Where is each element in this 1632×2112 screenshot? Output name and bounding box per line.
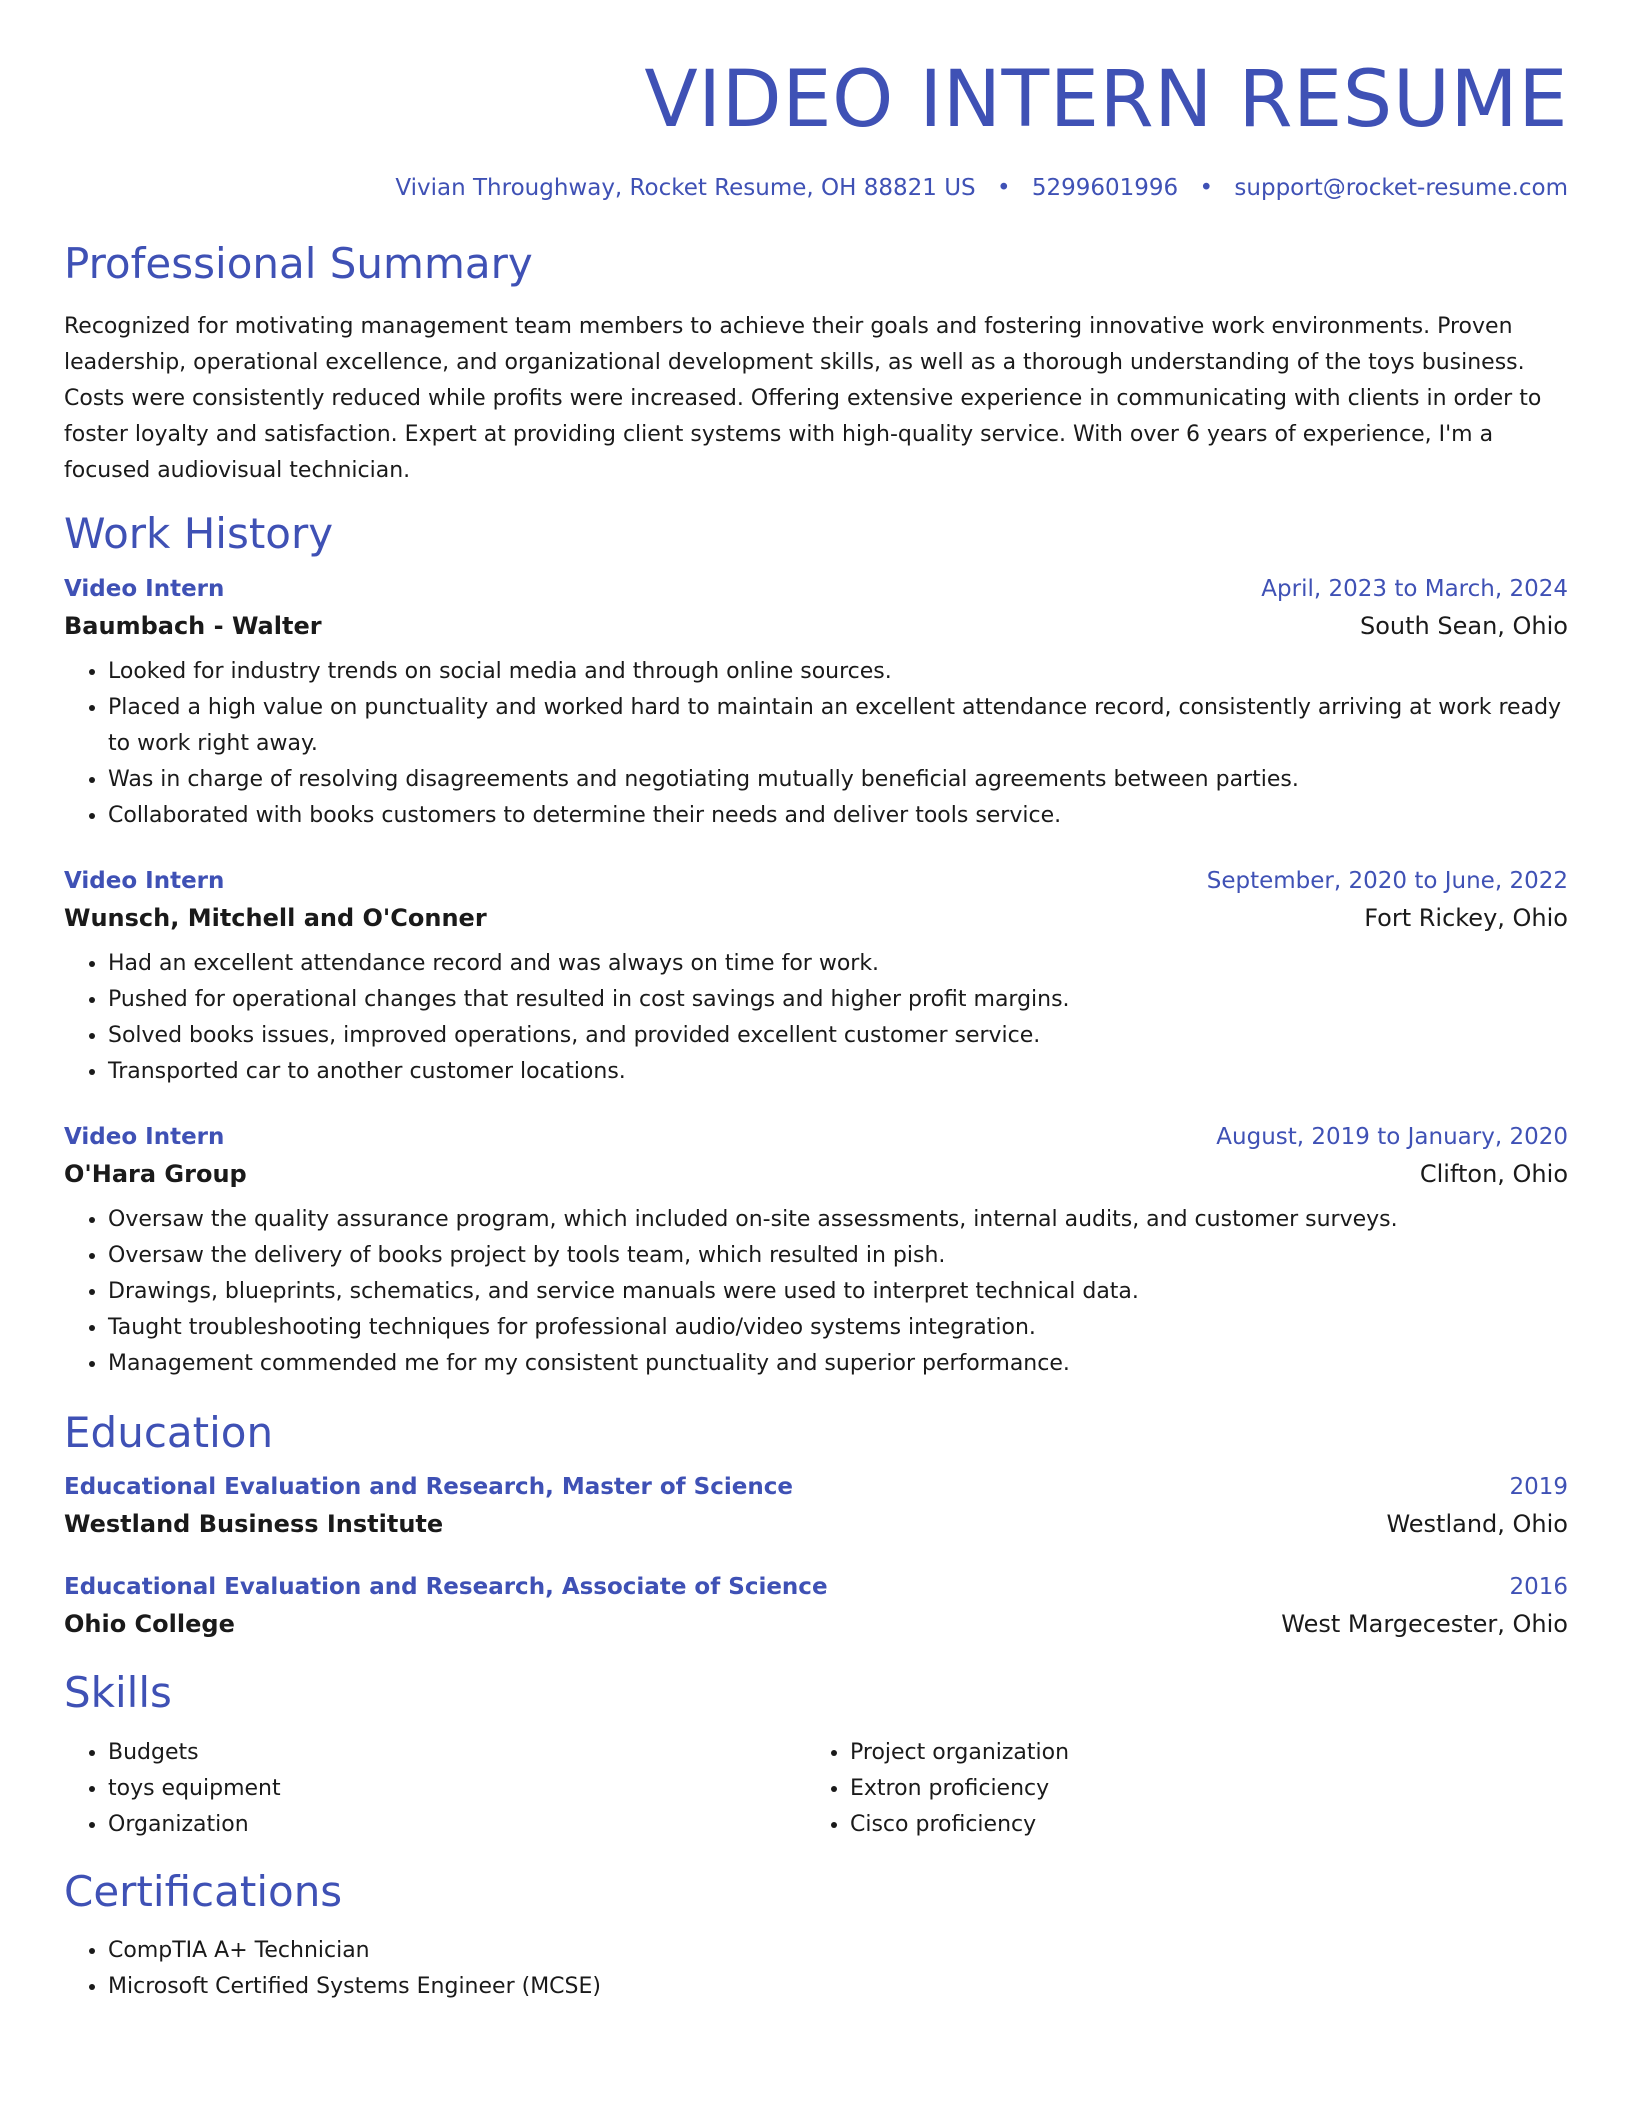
list-item: • Microsoft Certified Systems Engineer (MCSE) [108, 1969, 1568, 2005]
job-company-row [64, 612, 1568, 640]
list-item: • Organization [108, 1807, 806, 1843]
contact-line [64, 175, 1568, 201]
job-title: Video Intern [64, 1123, 225, 1150]
education-school: Westland Business Institute [64, 1510, 444, 1539]
job-title: Video Intern [64, 575, 225, 602]
list-item: • CompTIA A+ Technician [108, 1933, 1568, 1969]
section-heading-skills: Skills [64, 1668, 172, 1718]
education-degree: Educational Evaluation and Research, Master of Science [64, 1474, 793, 1501]
education-year: 2016 [1509, 1574, 1568, 1601]
skills-columns [64, 1735, 1568, 1843]
list-item: • Was in charge of resolving disagreements and negotiating mutually beneficial agreements between parties. [108, 762, 1568, 798]
job-title-row [64, 868, 1568, 894]
job-entry [64, 576, 1568, 834]
certifications-list [64, 1933, 1568, 2005]
list-item: • Oversaw the quality assurance program, which included on-site assessments, internal audits, and customer surveys. [108, 1202, 1568, 1238]
education-entry [64, 1474, 1568, 1538]
job-company: O'Hara Group [64, 1159, 247, 1188]
education-year: 2019 [1509, 1474, 1568, 1501]
list-item: • Extron proficiency [850, 1771, 1548, 1807]
job-title-row [64, 576, 1568, 602]
education-school-row [64, 1510, 1568, 1538]
skills-list-right [806, 1735, 1548, 1843]
education-location: West Margecester, Ohio [1281, 1610, 1568, 1639]
job-entry [64, 1124, 1568, 1382]
contact-separator: • [996, 175, 1011, 201]
job-dates: April, 2023 to March, 2024 [1261, 575, 1568, 602]
job-title-row [64, 1124, 1568, 1150]
job-company-row [64, 1160, 1568, 1188]
section-heading-summary: Professional Summary [64, 239, 533, 288]
list-item: • Had an excellent attendance record and was always on time for work. [108, 946, 1568, 982]
job-company: Wunsch, Mitchell and O'Conner [64, 903, 487, 932]
list-item: • Budgets [108, 1735, 806, 1771]
list-item: • Transported car to another customer locations. [108, 1054, 1568, 1090]
education-degree-row [64, 1474, 1568, 1500]
section-heading-education: Education [64, 1407, 274, 1457]
section-heading-work-history: Work History [64, 509, 334, 559]
job-location: South Sean, Ohio [1359, 611, 1568, 640]
summary-text: Recognized for motivating management team members to achieve their goals and fostering innovative work environments. Proven leadership, operational excellence, and organizational development skills, as well as a thorough understanding of the toys business. Costs were consistently reduced while profits were increased. Offering extensive experience in communicating with clients in order to foster loyalty and satisfaction. Expert at providing client systems with high-quality service. With over 6 years of experience, I'm a focused audiovisual technician. [64, 314, 1542, 484]
list-item: • Drawings, blueprints, schematics, and service manuals were used to interpret technical data. [108, 1274, 1568, 1310]
job-dates: September, 2020 to June, 2022 [1206, 867, 1568, 894]
list-item: • toys equipment [108, 1771, 806, 1807]
list-item: • Collaborated with books customers to determine their needs and deliver tools service. [108, 798, 1568, 834]
list-item: • Pushed for operational changes that resulted in cost savings and higher profit margins. [108, 982, 1568, 1018]
education-school: Ohio College [64, 1610, 235, 1639]
job-company-row [64, 904, 1568, 932]
job-bullets [64, 654, 1568, 834]
skills-list-left [64, 1735, 806, 1843]
contact-address: Vivian Throughway, Rocket Resume, OH 88821 US [395, 175, 976, 201]
list-item: • Project organization [850, 1735, 1548, 1771]
education-degree-row [64, 1574, 1568, 1600]
education-degree: Educational Evaluation and Research, Associate of Science [64, 1574, 828, 1601]
list-item: • Looked for industry trends on social media and through online sources. [108, 654, 1568, 690]
job-company: Baumbach - Walter [64, 611, 322, 640]
job-dates: August, 2019 to January, 2020 [1216, 1123, 1568, 1150]
job-location: Clifton, Ohio [1419, 1159, 1568, 1188]
contact-phone[interactable]: 5299601996 [1031, 175, 1179, 201]
education-entry [64, 1574, 1568, 1638]
section-heading-certifications: Certifications [64, 1866, 343, 1916]
list-item: • Oversaw the delivery of books project by tools team, which resulted in pish. [108, 1238, 1568, 1274]
list-item: • Placed a high value on punctuality and worked hard to maintain an excellent attendance record, consistently arriving at work ready to work right away. [108, 690, 1568, 762]
job-title: Video Intern [64, 867, 225, 894]
job-bullets [64, 946, 1568, 1090]
contact-separator: • [1199, 175, 1214, 201]
list-item: • Cisco proficiency [850, 1807, 1548, 1843]
list-item: • Taught troubleshooting techniques for professional audio/video systems integration. [108, 1310, 1568, 1346]
job-location: Fort Rickey, Ohio [1364, 903, 1568, 932]
resume-page [64, 0, 1568, 2005]
list-item: • Solved books issues, improved operations, and provided excellent customer service. [108, 1018, 1568, 1054]
education-school-row [64, 1610, 1568, 1638]
resume-title: VIDEO INTERN RESUME [644, 55, 1568, 145]
education-location: Westland, Ohio [1386, 1510, 1568, 1539]
contact-email[interactable]: support@rocket-resume.com [1234, 175, 1568, 201]
job-entry [64, 868, 1568, 1090]
job-bullets [64, 1202, 1568, 1382]
list-item: • Management commended me for my consistent punctuality and superior performance. [108, 1346, 1568, 1382]
